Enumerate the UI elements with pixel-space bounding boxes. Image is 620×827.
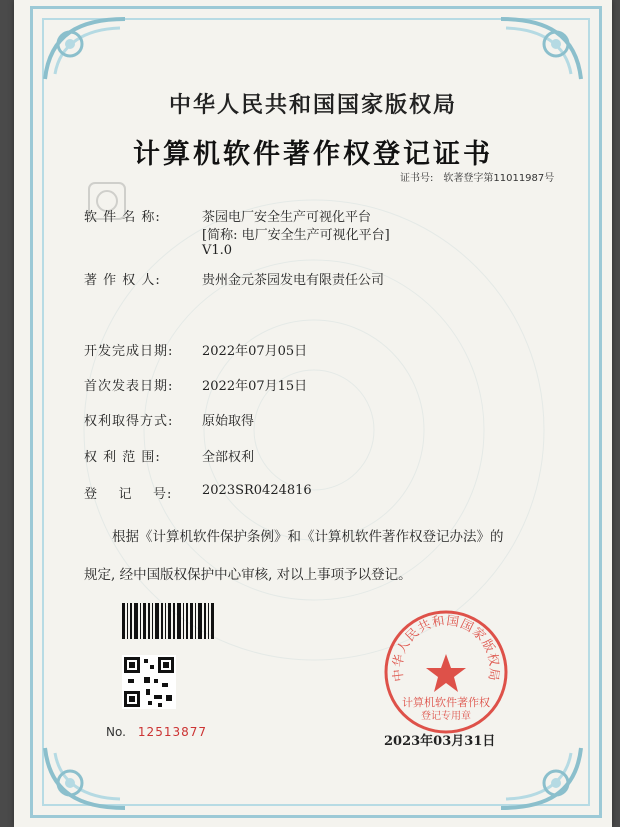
cert-no-value: 软著登字第11011987号 — [443, 173, 555, 184]
serial-value: 12513877 — [137, 725, 207, 739]
field-publish-date — [84, 375, 308, 394]
corner-ornament-icon — [40, 14, 130, 84]
barcode-icon — [122, 603, 214, 639]
field-value-version: V1.0 — [202, 243, 233, 258]
seal-line1: 计算机软件著作权 — [402, 696, 490, 709]
field-label: 首次发表日期: — [84, 379, 174, 394]
field-acquisition — [84, 410, 255, 429]
serial-number — [106, 725, 207, 739]
official-seal-icon — [382, 608, 510, 736]
certificate-title: 计算机软件著作权登记证书 — [133, 139, 493, 170]
field-value: 2022年07月15日 — [202, 379, 308, 394]
field-software-name — [84, 206, 390, 258]
field-label: 登 记 号: — [84, 487, 173, 502]
field-value: 2022年07月05日 — [202, 344, 308, 359]
field-label: 权利取得方式: — [84, 414, 174, 429]
certificate-paper — [14, 0, 612, 827]
corner-ornament-icon — [40, 743, 130, 813]
authority-heading: 中华人民共和国国家版权局 — [168, 92, 457, 118]
field-value: 2023SR0424816 — [202, 483, 312, 498]
field-value: 全部权利 — [202, 450, 255, 465]
field-owner — [84, 269, 385, 288]
seal-ring-text: 中华人民共和国国家版权局 — [389, 612, 503, 683]
field-label: 权 利 范 围: — [84, 450, 161, 465]
field-label: 著 作 权 人: — [84, 273, 161, 288]
field-value-abbrev: [简称: 电厂安全生产可视化平台] — [202, 228, 390, 243]
issue-date: 2023年03月31日 — [384, 734, 496, 749]
field-label: 开发完成日期: — [84, 344, 174, 359]
corner-ornament-icon — [496, 14, 586, 84]
legal-paragraph — [84, 518, 574, 594]
paragraph-line: 规定, 经中国版权保护中心审核, 对以上事项予以登记。 — [84, 567, 412, 583]
paragraph-line: 根据《计算机软件保护条例》和《计算机软件著作权登记办法》的 — [112, 529, 504, 545]
field-value: 原始取得 — [202, 414, 255, 429]
certificate-number — [400, 169, 554, 184]
seal-line2: 登记专用章 — [421, 711, 471, 722]
serial-label: No. — [106, 725, 126, 739]
field-completion-date — [84, 340, 308, 359]
corner-ornament-icon — [496, 743, 586, 813]
field-value: 贵州金元茶园发电有限责任公司 — [202, 273, 385, 288]
field-reg-no — [84, 483, 312, 502]
field-value: 茶园电厂安全生产可视化平台 — [202, 210, 372, 225]
field-scope — [84, 446, 255, 465]
qr-code-icon — [122, 655, 176, 709]
cert-no-label: 证书号: — [400, 173, 434, 184]
field-label: 软 件 名 称: — [84, 210, 161, 225]
